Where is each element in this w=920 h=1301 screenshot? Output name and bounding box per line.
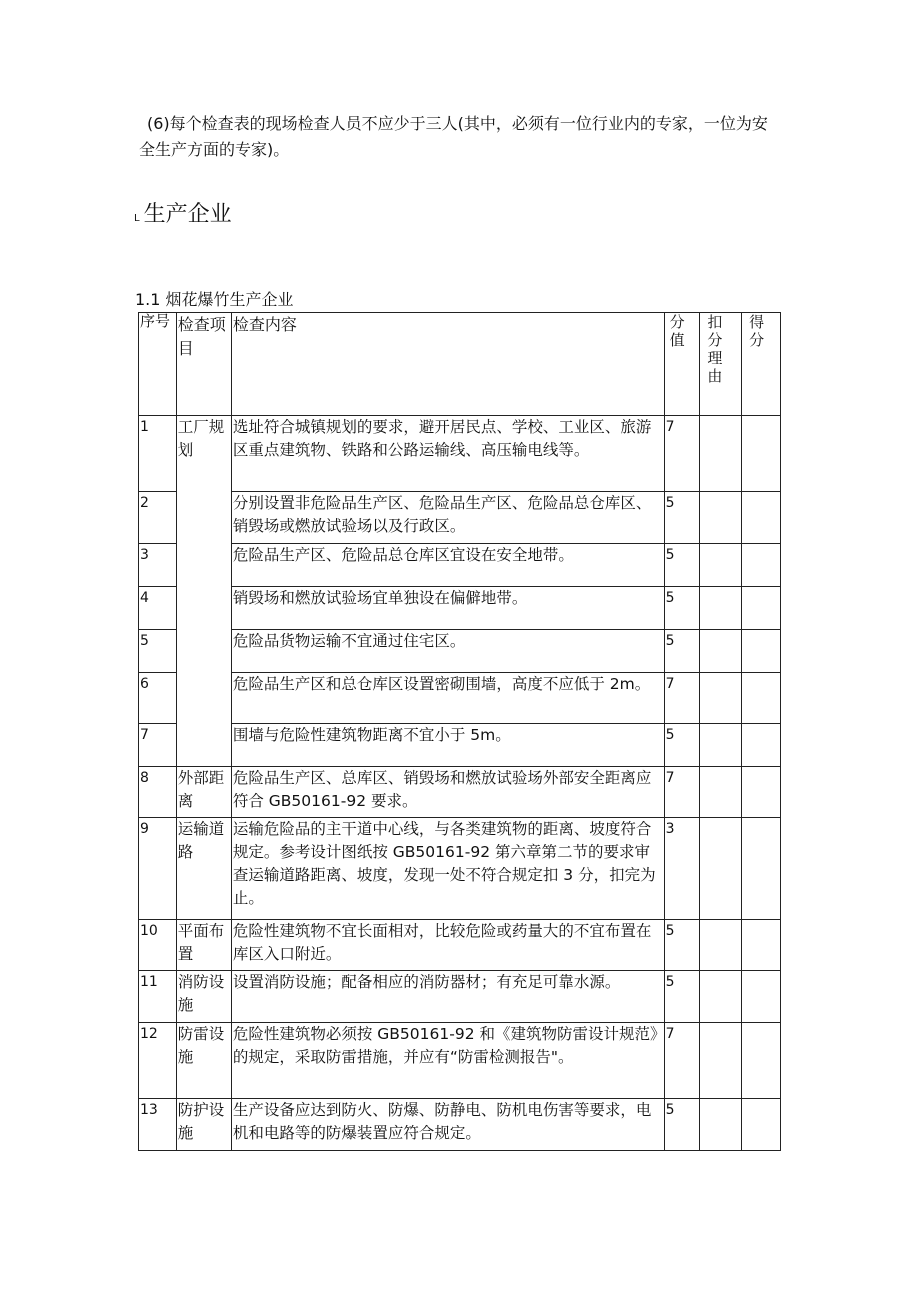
row-content: 运输危险品的主干道中心线，与各类建筑物的距离、坡度符合规定。参考设计图纸按 GB50161-92 第六章第二节的要求审查运输道路距离、坡度，发现一处不符合规定扣 3 分，扣完为止。 — [231, 818, 664, 920]
row-deduct — [700, 767, 742, 818]
row-deduct — [700, 544, 742, 587]
row-item: 防护设施 — [176, 1099, 231, 1151]
row-seq: 13 — [139, 1099, 177, 1151]
row-deduct — [700, 971, 742, 1023]
row-content: 设置消防设施；配备相应的消防器材；有充足可靠水源。 — [231, 971, 664, 1023]
table-row — [139, 920, 781, 971]
table-row — [139, 492, 781, 544]
row-deduct — [700, 920, 742, 971]
row-score: 7 — [664, 416, 700, 492]
row-get — [742, 416, 781, 492]
header-seq: 序号 — [139, 313, 177, 416]
row-deduct — [700, 630, 742, 673]
row-get — [742, 767, 781, 818]
row-score: 7 — [664, 673, 700, 724]
table-row — [139, 767, 781, 818]
row-get — [742, 971, 781, 1023]
row-score: 5 — [664, 587, 700, 630]
row-seq: 2 — [139, 492, 177, 544]
row-get — [742, 724, 781, 767]
row-deduct — [700, 673, 742, 724]
row-get — [742, 673, 781, 724]
row-seq: 1 — [139, 416, 177, 492]
row-seq: 12 — [139, 1023, 177, 1099]
row-get — [742, 587, 781, 630]
table-header-row — [139, 313, 781, 416]
row-content: 生产设备应达到防火、防爆、防静电、防机电伤害等要求，电机和电路等的防爆装置应符合规定。 — [231, 1099, 664, 1151]
row-item: 工厂规划 — [176, 416, 231, 767]
table-row — [139, 630, 781, 673]
row-content: 围墙与危险性建筑物距离不宜小于 5m。 — [231, 724, 664, 767]
row-get — [742, 544, 781, 587]
row-get — [742, 630, 781, 673]
row-content: 选址符合城镇规划的要求，避开居民点、学校、工业区、旅游区重点建筑物、铁路和公路运输线、高压输电线等。 — [231, 416, 664, 492]
row-score: 7 — [664, 1023, 700, 1099]
table-row — [139, 1023, 781, 1099]
row-get — [742, 1099, 781, 1151]
table-row — [139, 544, 781, 587]
row-get — [742, 1023, 781, 1099]
header-get: 得分 — [742, 313, 781, 416]
row-seq: 11 — [139, 971, 177, 1023]
row-score: 5 — [664, 630, 700, 673]
row-item: 消防设施 — [176, 971, 231, 1023]
table-row — [139, 673, 781, 724]
row-seq: 3 — [139, 544, 177, 587]
table-row — [139, 724, 781, 767]
header-content: 检查内容 — [231, 313, 664, 416]
header-item: 检查项目 — [176, 313, 231, 416]
row-seq: 9 — [139, 818, 177, 920]
table-row — [139, 818, 781, 920]
row-score: 5 — [664, 1099, 700, 1151]
row-content: 销毁场和燃放试验场宜单独设在偏僻地带。 — [231, 587, 664, 630]
inspection-table — [138, 312, 781, 1151]
row-seq: 10 — [139, 920, 177, 971]
row-deduct — [700, 492, 742, 544]
row-score: 5 — [664, 920, 700, 971]
table-row — [139, 416, 781, 492]
row-item: 外部距离 — [176, 767, 231, 818]
table-row — [139, 587, 781, 630]
row-seq: 6 — [139, 673, 177, 724]
row-score: 7 — [664, 767, 700, 818]
row-item: 防雷设施 — [176, 1023, 231, 1099]
row-content: 危险品生产区、总库区、销毁场和燃放试验场外部安全距离应符合 GB50161-92 要求。 — [231, 767, 664, 818]
row-deduct — [700, 724, 742, 767]
table-row — [139, 971, 781, 1023]
row-score: 5 — [664, 544, 700, 587]
row-content: 危险品生产区和总仓库区设置密砌围墙，高度不应低于 2m。 — [231, 673, 664, 724]
row-seq: 7 — [139, 724, 177, 767]
row-score: 5 — [664, 971, 700, 1023]
row-score: 5 — [664, 492, 700, 544]
subsection-heading: 1.1 烟花爆竹生产企业 — [135, 290, 294, 309]
intro-paragraph: (6)每个检查表的现场检查人员不应少于三人(其中，必须有一位行业内的专家，一位为安全生产方面的专家)。 — [139, 114, 768, 159]
row-item: 运输道路 — [176, 818, 231, 920]
row-content: 危险性建筑物必须按 GB50161-92 和《建筑物防雷设计规范》的规定，采取防雷措施，并应有“防雷检测报告"。 — [231, 1023, 664, 1099]
header-deduct: 扣分理由 — [700, 313, 742, 416]
row-deduct — [700, 416, 742, 492]
row-get — [742, 818, 781, 920]
header-score: 分值 — [664, 313, 700, 416]
row-deduct — [700, 818, 742, 920]
row-deduct — [700, 587, 742, 630]
row-get — [742, 920, 781, 971]
row-content: 危险性建筑物不宜长面相对，比较危险或药量大的不宜布置在库区入口附近。 — [231, 920, 664, 971]
row-get — [742, 492, 781, 544]
row-content: 危险品生产区、危险品总仓库区宜设在安全地带。 — [231, 544, 664, 587]
row-item: 平面布置 — [176, 920, 231, 971]
table-row — [139, 1099, 781, 1151]
section-heading — [134, 200, 232, 234]
row-deduct — [700, 1023, 742, 1099]
row-seq: 8 — [139, 767, 177, 818]
row-seq: 5 — [139, 630, 177, 673]
row-deduct — [700, 1099, 742, 1151]
row-score: 3 — [664, 818, 700, 920]
row-seq: 4 — [139, 587, 177, 630]
row-content: 危险品货物运输不宜通过住宅区。 — [231, 630, 664, 673]
row-content: 分别设置非危险品生产区、危险品生产区、危险品总仓库区、销毁场或燃放试验场以及行政区。 — [231, 492, 664, 544]
section-title: 生产企业 — [143, 202, 232, 227]
section-number: L — [134, 213, 140, 224]
row-score: 5 — [664, 724, 700, 767]
